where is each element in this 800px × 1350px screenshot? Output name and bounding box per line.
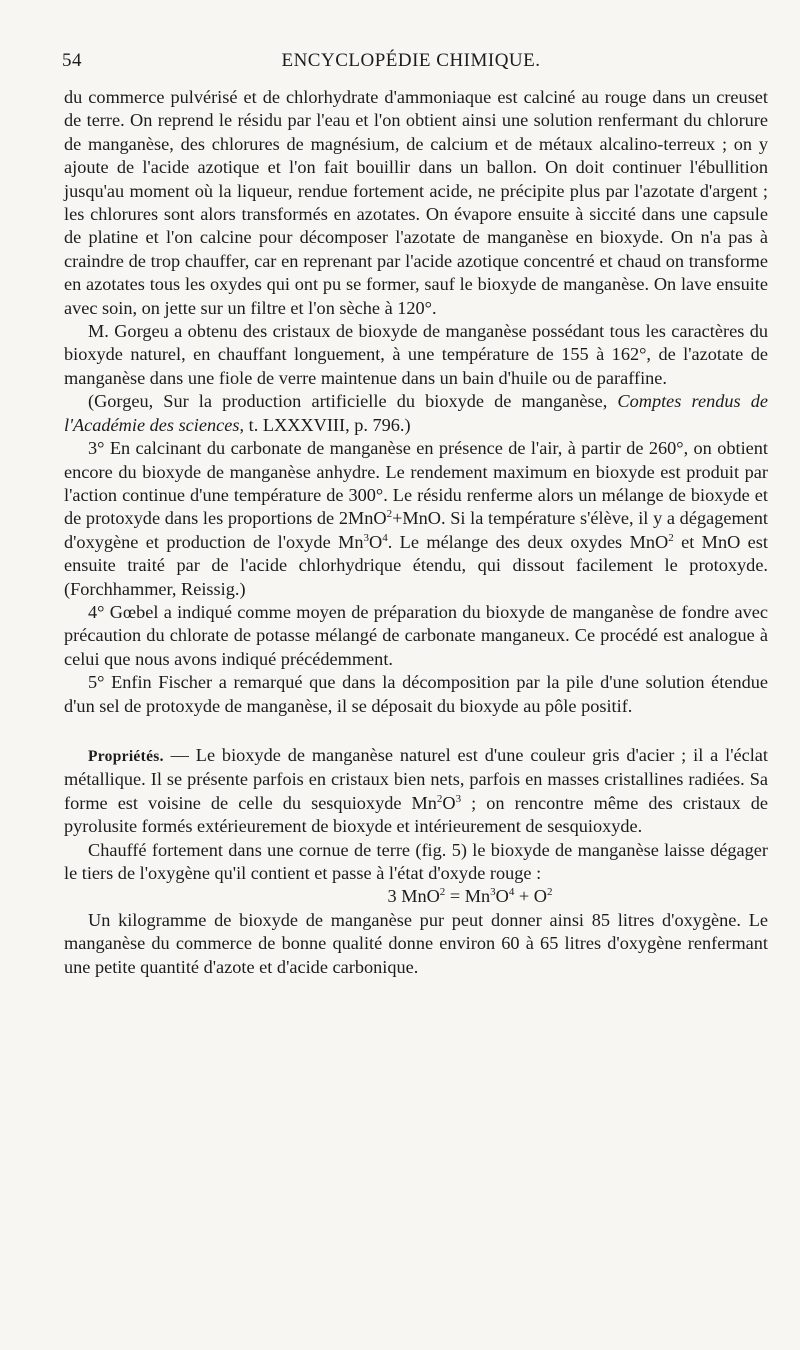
text-segment: O — [368, 531, 383, 552]
citation-text: (Gorgeu, Sur la production artificielle du bioxyde de manganèse, — [88, 391, 618, 412]
text-segment: . Le mélange des deux oxydes MnO — [387, 531, 669, 552]
paragraph-method-4: 4° Gœbel a indiqué comme moyen de préparation du bioxyde de manganèse de fondre avec précaution du chlorate de potasse mélangé de carbonate manganeux. Ce procédé est analogue à celui que nous avons indiqué précédemment. — [64, 601, 768, 669]
citation-journal: Comptes rendus de l'Académie des sciences — [64, 391, 769, 435]
text-segment: 3° En calcinant du carbonate de manganèse en présence de l'air, à partir de 260°, on obtient encore du bioxyde de manganèse anhydre. Le rendement maximum en bioxyde est produit par l'action continue d'une température de 300°. Le résidu renferme alors un mélange de bioxyde et de protoxyde dans les proportions de 2MnO — [64, 438, 768, 529]
paragraph-method-5: 5° Enfin Fischer a remarqué que dans la décomposition par la pile d'une solution étendue d'un sel de protoxyde de manganèse, il se déposait du bioxyde au pôle positif. — [64, 672, 768, 716]
paragraph-yield: Un kilogramme de bioxyde de manganèse pur peut donner ainsi 85 litres d'oxygène. Le manganèse du commerce de bonne qualité donne environ 60 à 65 litres d'oxygène renfermant une petite quantité d'azote et d'acide carbonique. — [64, 909, 768, 977]
section-heading: Propriétés. — [88, 747, 164, 765]
citation-gorgeu — [64, 390, 768, 437]
formula-superscript: 2 — [668, 531, 674, 544]
section-gap — [64, 718, 768, 744]
formula-superscript: 3 — [455, 792, 462, 805]
formula-superscript: 4 — [382, 531, 388, 544]
paragraph-preparation-continued: du commerce pulvérisé et de chlorhydrate d'ammoniaque est calciné au rouge dans un creuset de terre. On reprend le résidu par l'eau et l'on obtient ainsi une solution renfermant du chlorure de manganèse, des chlorures de magnésium, de calcium et de métaux alcalino-terreux ; on y ajoute de l'acide azotique et l'on fait bouillir dans un ballon. On doit continuer l'ébullition jusqu'au moment où la liqueur, rendue fortement acide, ne précipite plus par l'azotate d'argent ; les chlorures sont alors transformés en azotates. On évapore ensuite à siccité dans une capsule de platine et l'on calcine pour décomposer l'azotate de manganèse en bioxyde. On n'a pas à craindre de trop chauffer, car en reprenant par l'acide azotique concentré et chaud on transforme en azotates tous les oxydes qui ont pu se former, sauf le bioxyde de manganèse. On lave ensuite avec soin, on jette sur un filtre et l'on sèche à 120°. — [64, 87, 768, 318]
chemical-equation — [64, 885, 768, 908]
page-header — [62, 50, 760, 78]
text-segment: — Le bioxyde de manganèse naturel est d'une couleur gris d'acier ; il a l'éclat métallique. Il se présente parfois en cristaux bien nets, parfois en masses cristallines radiées. Sa forme est voisine de celle du sesquioxyde Mn — [64, 744, 768, 813]
eq-superscript: 2 — [439, 886, 446, 899]
equation-body — [303, 885, 552, 908]
eq-superscript: 4 — [508, 886, 515, 899]
text-segment: +MnO. Si la température s'élève, il y a dégagement d'oxygène et production de l'oxyde Mn — [64, 508, 769, 552]
text-segment: et MnO est ensuite traité par de l'acide chlorhydrique étendu, qui dissout facilement le protoxyde. (Forchhammer, Reissig.) — [64, 531, 768, 599]
text-segment: O — [442, 792, 456, 813]
formula-superscript: 2 — [436, 792, 443, 805]
formula-superscript: 2 — [386, 508, 393, 521]
eq-term: + O — [514, 886, 548, 907]
paragraph-gorgeu: M. Gorgeu a obtenu des cristaux de bioxyde de manganèse possédant tous les caractères du bioxyde naturel, en chauffant longuement, à une température de 155 à 162°, de l'azotate de manganèse dans une fiole de verre maintenue dans un bain d'huile ou de paraffine. — [64, 321, 768, 388]
eq-term: = Mn — [445, 886, 491, 907]
eq-term: O — [495, 886, 509, 907]
text-segment: ; on rencontre même des cristaux de pyrolusite formés extérieurement de bioxyde et intérieurement de sesquioxyde. — [64, 792, 768, 837]
eq-term: 3 MnO — [387, 886, 440, 907]
paragraph-method-3 — [64, 437, 768, 601]
body-text — [64, 86, 768, 979]
formula-superscript: 3 — [363, 531, 369, 544]
citation-reference: , t. LXXXVIII, p. 796.) — [239, 414, 411, 435]
page-number: 54 — [62, 50, 82, 71]
running-title: ENCYCLOPÉDIE CHIMIQUE. — [281, 50, 541, 71]
eq-superscript: 2 — [547, 886, 553, 899]
paragraph-proprietes — [64, 744, 768, 839]
paragraph-heating: Chauffé fortement dans une cornue de terre (fig. 5) le bioxyde de manganèse laisse dégager le tiers de l'oxygène qu'il contient et passe à l'état d'oxyde rouge : — [64, 839, 768, 883]
eq-superscript: 3 — [490, 886, 496, 899]
